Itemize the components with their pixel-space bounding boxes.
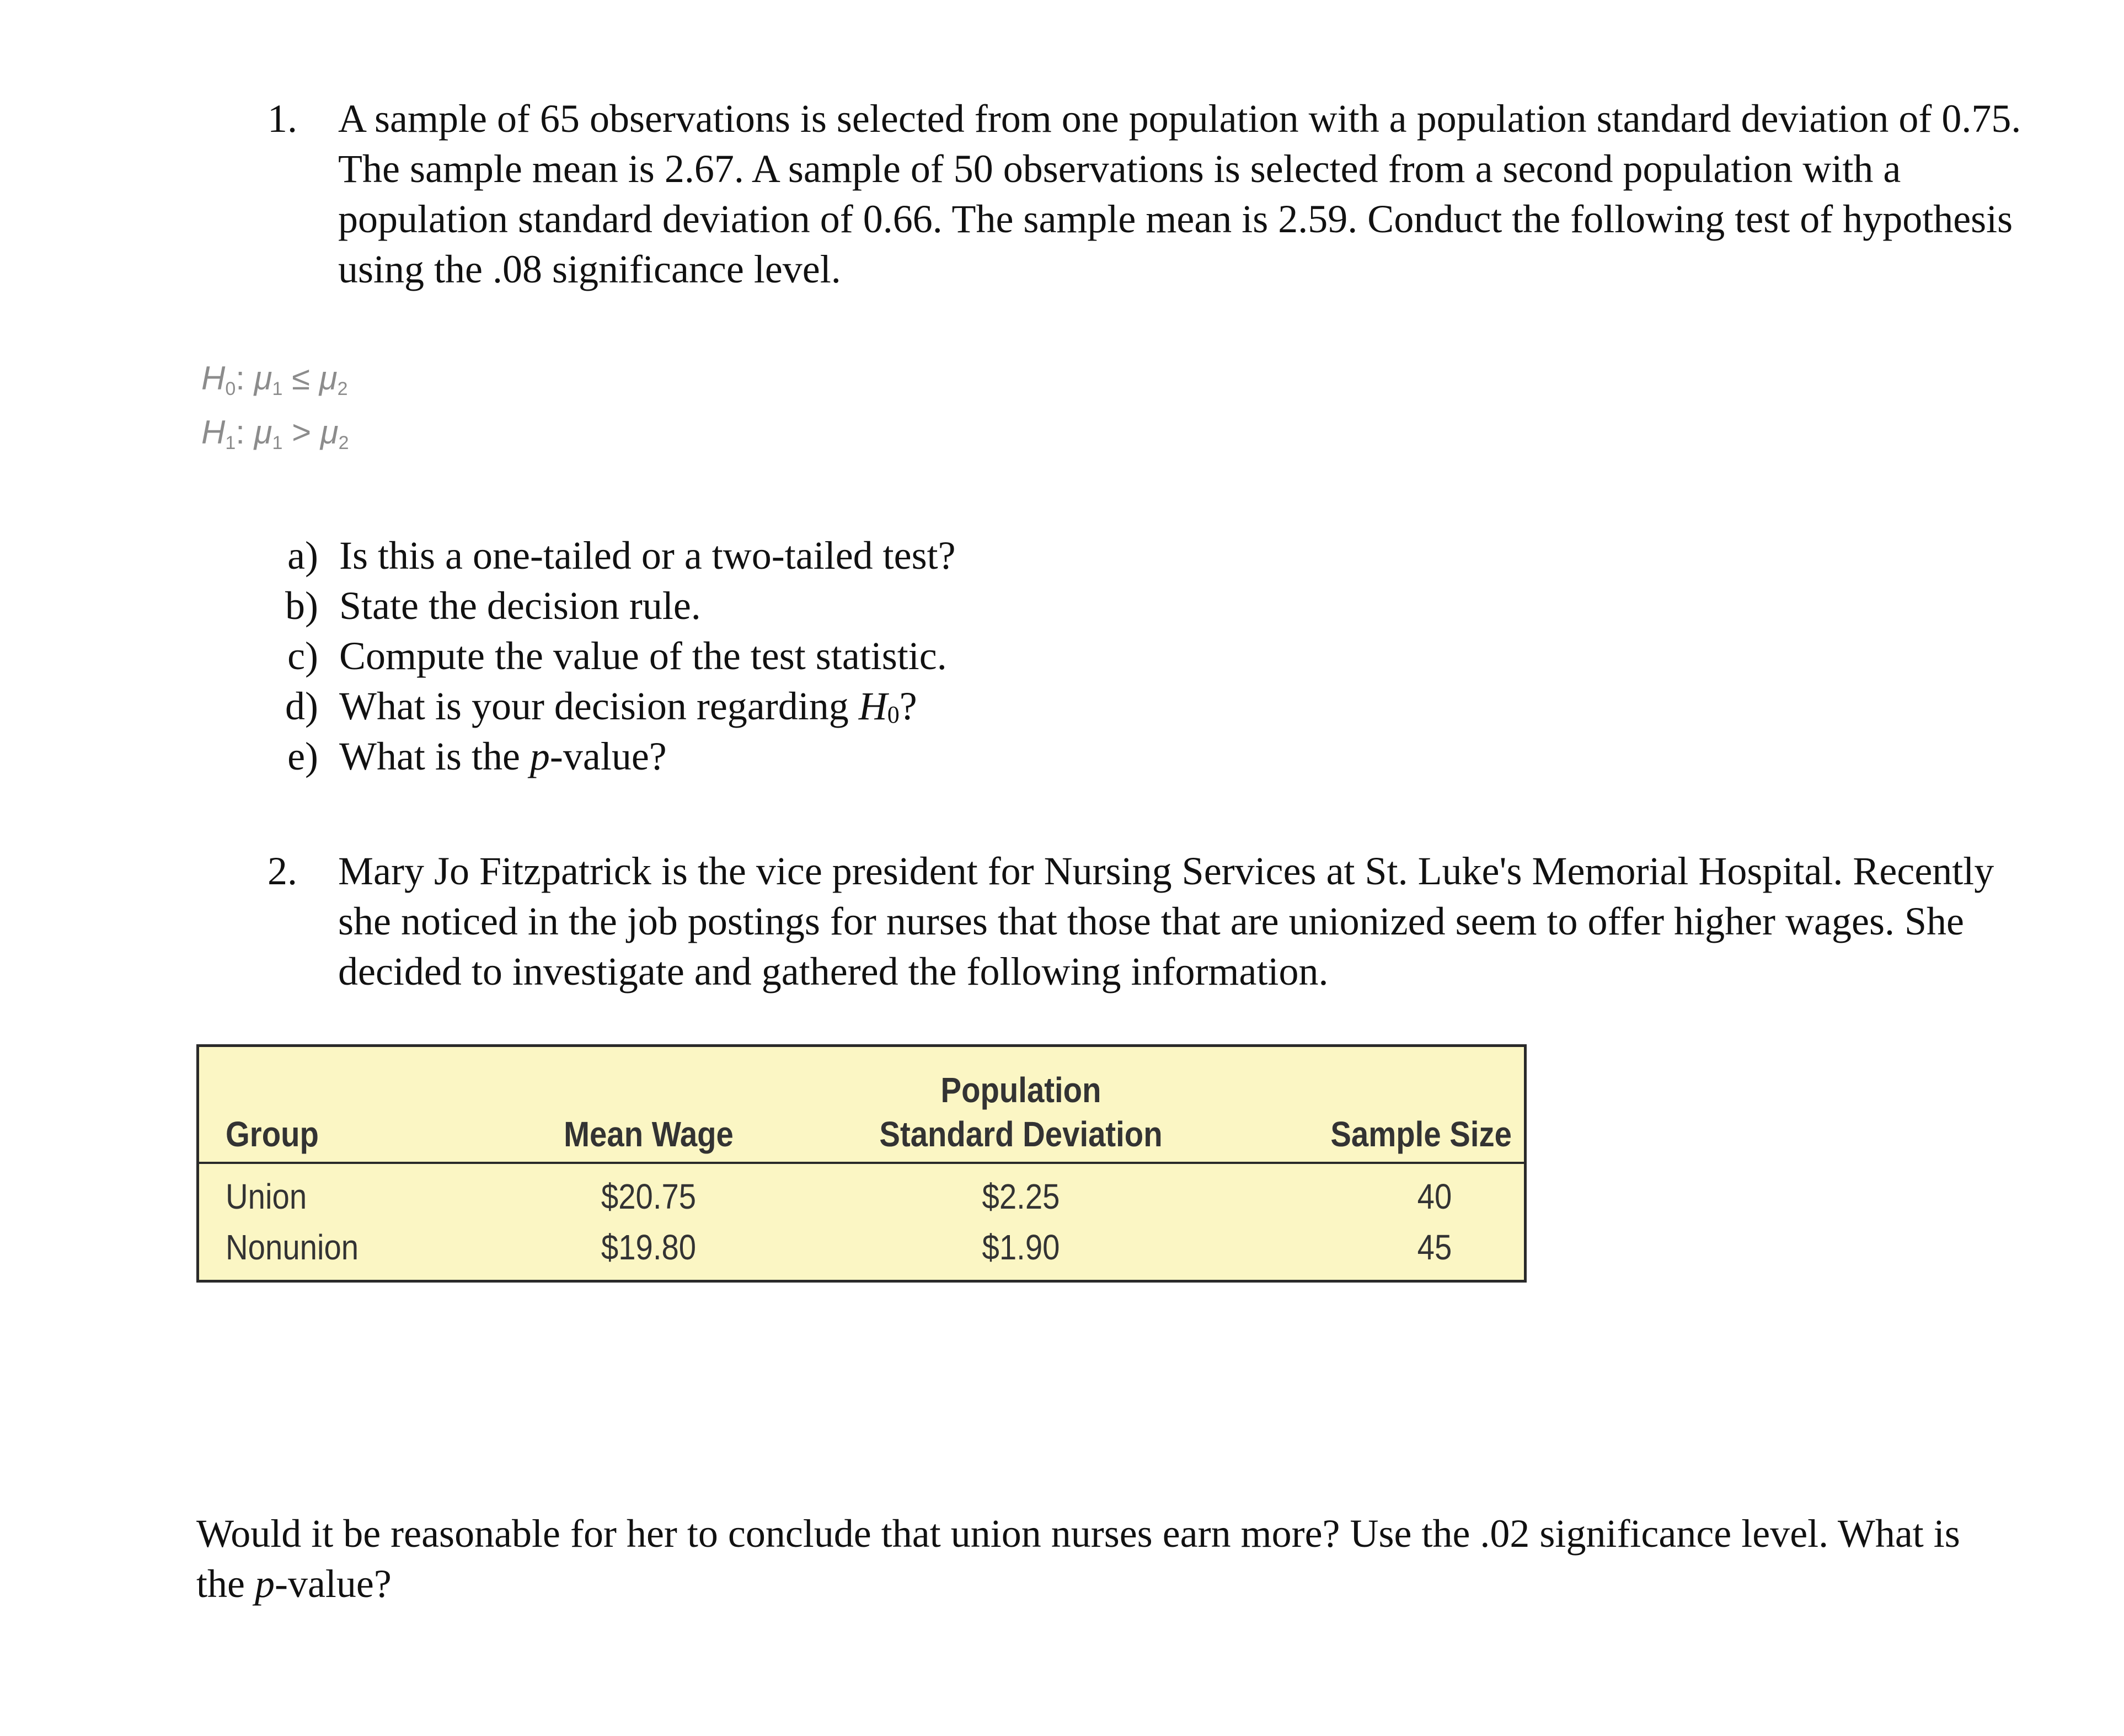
- question-1-number: 1.: [267, 97, 297, 141]
- part-b: [262, 581, 956, 631]
- header-group: Group: [226, 1114, 319, 1154]
- question-1-line: The sample mean is 2.67. A sample of 50 observations is selected from a second population with a: [338, 147, 1901, 191]
- part-letter: d): [285, 684, 318, 728]
- header-pop-sd-line2: Standard Deviation: [879, 1114, 1163, 1154]
- question-1-line: population standard deviation of 0.66. The sample mean is 2.59. Conduct the following test of hypothesis: [338, 197, 2013, 241]
- question-2-line: Mary Jo Fitzpatrick is the vice president for Nursing Services at St. Luke's Memorial Hospital. Recently: [338, 849, 1994, 893]
- part-letter: b): [285, 584, 318, 628]
- header-mean-wage: Mean Wage: [564, 1114, 734, 1154]
- part-c: [262, 631, 956, 681]
- part-letter: c): [287, 634, 318, 678]
- part-text: Compute the value of the test statistic.: [339, 634, 947, 678]
- table-cell-pop-sd: $2.25: [982, 1177, 1060, 1216]
- part-d: [262, 681, 956, 731]
- question-1-text: [338, 94, 2021, 295]
- closing-line-1: Would it be reasonable for her to conclude that union nurses earn more? Use the .02 significance level. What is: [196, 1511, 1960, 1556]
- question-2-number: 2.: [267, 849, 297, 893]
- table-cell-mean-wage: $19.80: [601, 1227, 697, 1267]
- question-2-line: decided to investigate and gathered the following information.: [338, 949, 1329, 993]
- part-text: State the decision rule.: [339, 584, 701, 628]
- header-pop-sd-line1: Population: [940, 1070, 1101, 1110]
- alternative-hypothesis: $H_1$: $\mu_1 > \mu_2$: [201, 414, 349, 453]
- part-e: [262, 731, 956, 782]
- part-text: Is this a one-tailed or a two-tailed test?: [339, 533, 956, 578]
- part-letter: e): [287, 734, 318, 778]
- question-1-line: using the .08 significance level.: [338, 247, 841, 291]
- table-cell-sample-size: 45: [1417, 1227, 1452, 1267]
- table-cell-mean-wage: $20.75: [601, 1177, 697, 1216]
- part-a: [262, 531, 956, 581]
- part-letter: a): [287, 533, 318, 578]
- wage-table: [196, 1044, 1527, 1283]
- table-cell-sample-size: 40: [1417, 1177, 1452, 1216]
- closing-question: [196, 1509, 1960, 1609]
- question-1-line: A sample of 65 observations is selected from one population with a population standard deviation of 0.75.: [338, 97, 2021, 141]
- table-cell-group: Nonunion: [226, 1227, 359, 1267]
- null-hypothesis: $H_0$: $\mu_1 \le \mu_2$: [201, 360, 348, 399]
- part-text: What is your decision regarding $H_0$?: [339, 684, 917, 728]
- table-cell-pop-sd: $1.90: [982, 1227, 1060, 1267]
- part-text: What is the p-value?: [339, 734, 667, 778]
- header-sample-size: Sample Size: [1330, 1114, 1512, 1154]
- table-cell-group: Union: [226, 1177, 307, 1216]
- header-divider: [199, 1162, 1524, 1164]
- question-2-text: [338, 846, 1994, 997]
- question-1-parts: [262, 531, 956, 782]
- question-2-line: she noticed in the job postings for nurses that those that are unionized seem to offer higher wages. She: [338, 899, 1964, 943]
- closing-line-2: the p-value?: [196, 1562, 392, 1606]
